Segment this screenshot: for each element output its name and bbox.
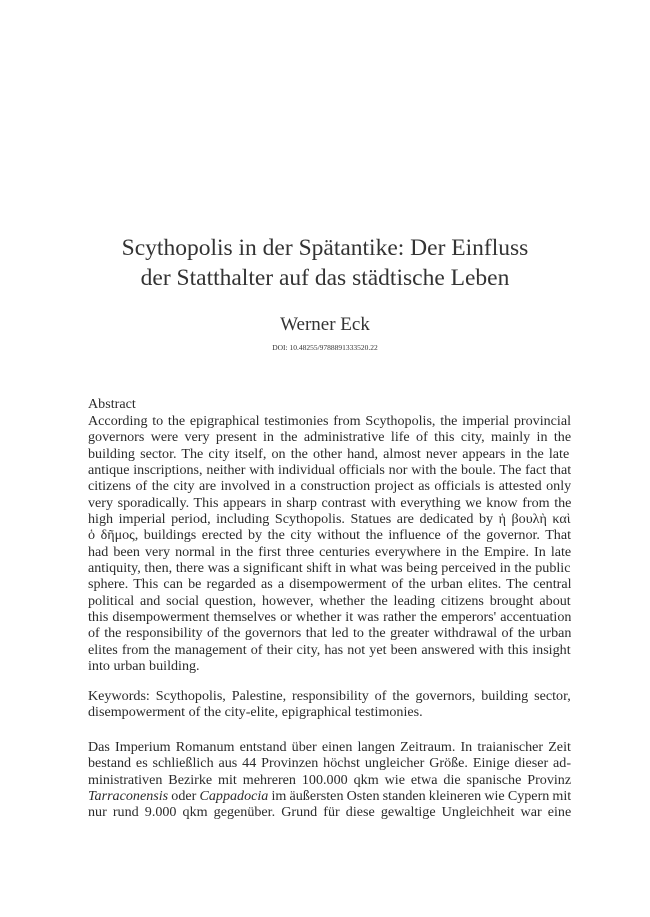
abstract-line: According to the epigraphical testimonies from Scythopolis, the imperial provincial [88, 413, 571, 429]
abstract-line: antique inscriptions, neither with individual officials nor with the boule. The fact that [88, 462, 571, 479]
italic-term-tarraconensis: Tarraconensis [88, 788, 169, 805]
abstract-line: of the responsibility of the governors that led to the greater withdrawal of the urban [88, 625, 571, 642]
author-name: Werner Eck [280, 314, 370, 335]
abstract-line: building sector. The city itself, on the other hand, almost never appears in the late [88, 445, 570, 462]
abstract-line: very sporadically. This appears in sharp contrast with everything we know from the [88, 494, 571, 511]
title-line-1: Scythopolis in der Spätantike: Der Einfluss [121, 235, 529, 261]
abstract-text [88, 413, 571, 675]
abstract-heading: Abstract [88, 396, 136, 412]
body-line [88, 788, 571, 804]
abstract-line: governors were very present in the administrative life of this city, mainly in the [88, 429, 571, 446]
title-line-2: der Statthalter auf das städtische Leben [140, 265, 510, 291]
body-text [88, 739, 571, 821]
body-fragment: im äußersten Osten standen kleineren wie Cypern mit [268, 788, 571, 805]
article-title [60, 233, 590, 293]
abstract-line: citizens of the city are involved in a construction project as officials is attested only [88, 478, 571, 495]
abstract-line: ὁ δῆμος, buildings erected by the city without the influence of the governor. That [88, 527, 571, 544]
body-line: Das Imperium Romanum entstand über einen langen Zeitraum. In traianischer Zeit [88, 739, 571, 755]
abstract-line: elites from the management of their city, has not yet been answered with this insight [88, 641, 571, 658]
body-line: ministrativen Bezirke mit mehreren 100.000 qkm wie etwa die spanische Provinz [88, 771, 571, 788]
italic-term-cappadocia: Cappadocia [199, 788, 269, 805]
abstract-line: had been very normal in the first three centuries everywhere in the Empire. In late [88, 543, 571, 560]
abstract-line: antiquity, then, there was a significant shift in what was being perceived in the public [88, 560, 571, 577]
doi-reference: DOI: 10.48255/9788891333520.22 [272, 343, 378, 352]
abstract-line: political and social question, however, whether the leading citizens brought about [88, 592, 571, 609]
body-line: nur rund 9.000 qkm gegenüber. Grund für diese gewaltige Ungleichheit war eine [88, 804, 571, 821]
abstract-line: sphere. This can be regarded as a disempowerment of the urban elites. The central [88, 576, 571, 593]
body-line: bestand es schließlich aus 44 Provinzen höchst ungleicher Größe. Einige dieser ad- [88, 755, 571, 772]
abstract-line: into urban building. [88, 658, 200, 675]
abstract-line: high imperial period, including Scythopolis. Statues are dedicated by ἡ βουλὴ καὶ [88, 511, 571, 528]
keywords [88, 688, 571, 721]
keywords-line: disempowerment of the city-elite, epigraphical testimonies. [88, 704, 423, 721]
abstract-line: this disempowerment themselves or whether it was rather the emperors' accentuation [88, 609, 571, 626]
body-fragment: oder [168, 788, 200, 805]
keywords-line: Keywords: Scythopolis, Palestine, responsibility of the governors, building sector, [88, 688, 571, 704]
